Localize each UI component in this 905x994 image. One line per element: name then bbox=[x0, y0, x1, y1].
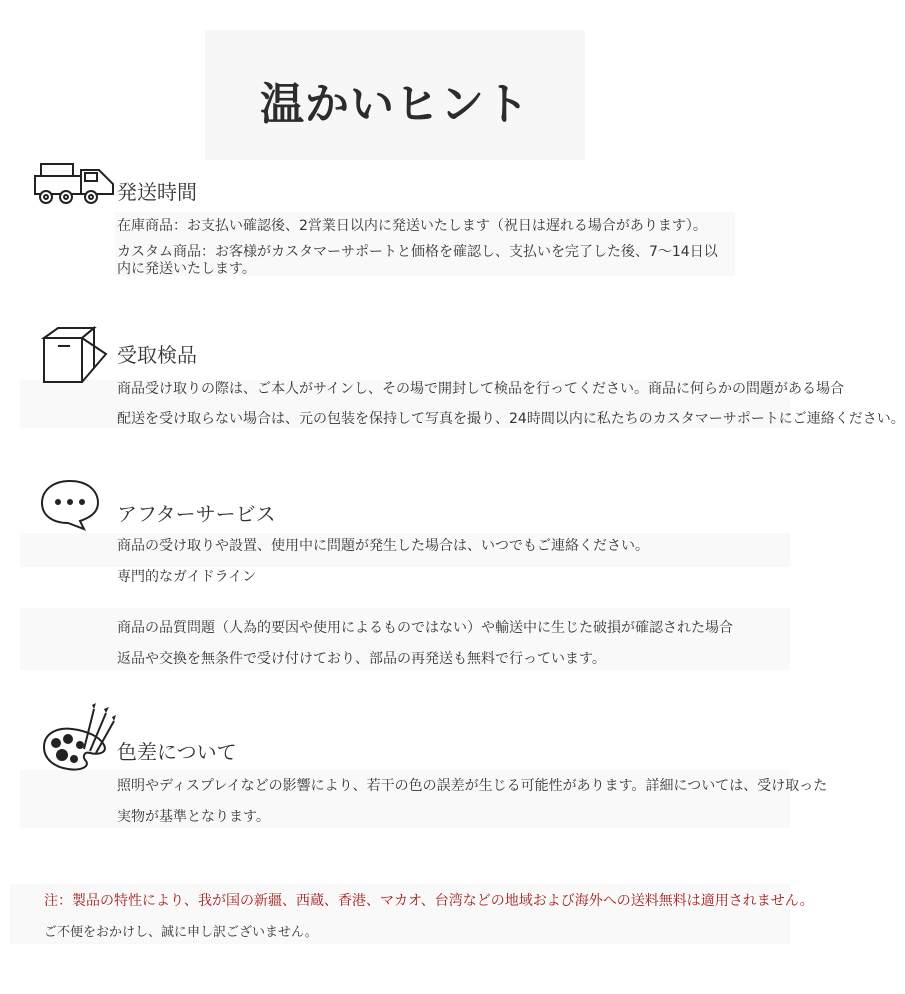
after-service-line-4: 返品や交換を無条件で受け付けており、部品の再発送も無料で行っています。 bbox=[117, 651, 606, 667]
color-line-2: 実物が基準となります。 bbox=[117, 809, 270, 825]
shipping-line-1: 在庫商品：お支払い確認後、2営業日以内に発送いたします（祝日は遅れる場合があります）。 bbox=[117, 218, 707, 234]
after-service-line-2: 専門的なガイドライン bbox=[117, 569, 257, 585]
shipping-heading: 発送時間 bbox=[117, 180, 197, 204]
after-service-line-1: 商品の受け取りや設置、使用中に問題が発生した場合は、いつでもご連絡ください。 bbox=[117, 538, 649, 554]
receiving-line-2: 配送を受け取らない場合は、元の包装を保持して写真を撮り、24時間以内に私たちのカスタマーサポートにご連絡ください。 bbox=[117, 411, 905, 427]
apology-note: ご不便をおかけし、誠に申し訳ございません。 bbox=[44, 925, 318, 940]
shipping-line-2: カスタム商品：お客様がカスタマーサポートと価格を確認し、支払いを完了した後、7〜14日以内に発送いたします。 bbox=[117, 244, 718, 277]
chat-bubble-icon bbox=[38, 477, 102, 533]
color-line-1: 照明やディスプレイなどの影響により、若干の色の誤差が生じる可能性があります。詳細については、受け取った bbox=[117, 778, 828, 794]
truck-icon bbox=[33, 160, 119, 206]
color-heading: 色差について bbox=[117, 740, 237, 764]
shipping-exception-note: 注：製品の特性により、我が国の新疆、西蔵、香港、マカオ、台湾などの地域および海外への送料無料は適用されません。 bbox=[44, 893, 814, 909]
box-icon bbox=[40, 324, 112, 386]
receiving-heading: 受取検品 bbox=[117, 343, 197, 367]
receiving-line-1: 商品受け取りの際は、ご本人がサインし、その場で開封して検品を行ってください。商品に何らかの問題がある場合 bbox=[117, 381, 845, 397]
palette-icon bbox=[38, 703, 116, 773]
after-service-heading: アフターサービス bbox=[117, 502, 276, 526]
page-title: 温かいヒント bbox=[260, 79, 530, 130]
after-service-line-3: 商品の品質問題（人為的要因や使用によるものではない）や輸送中に生じた破損が確認された場合 bbox=[117, 620, 733, 636]
